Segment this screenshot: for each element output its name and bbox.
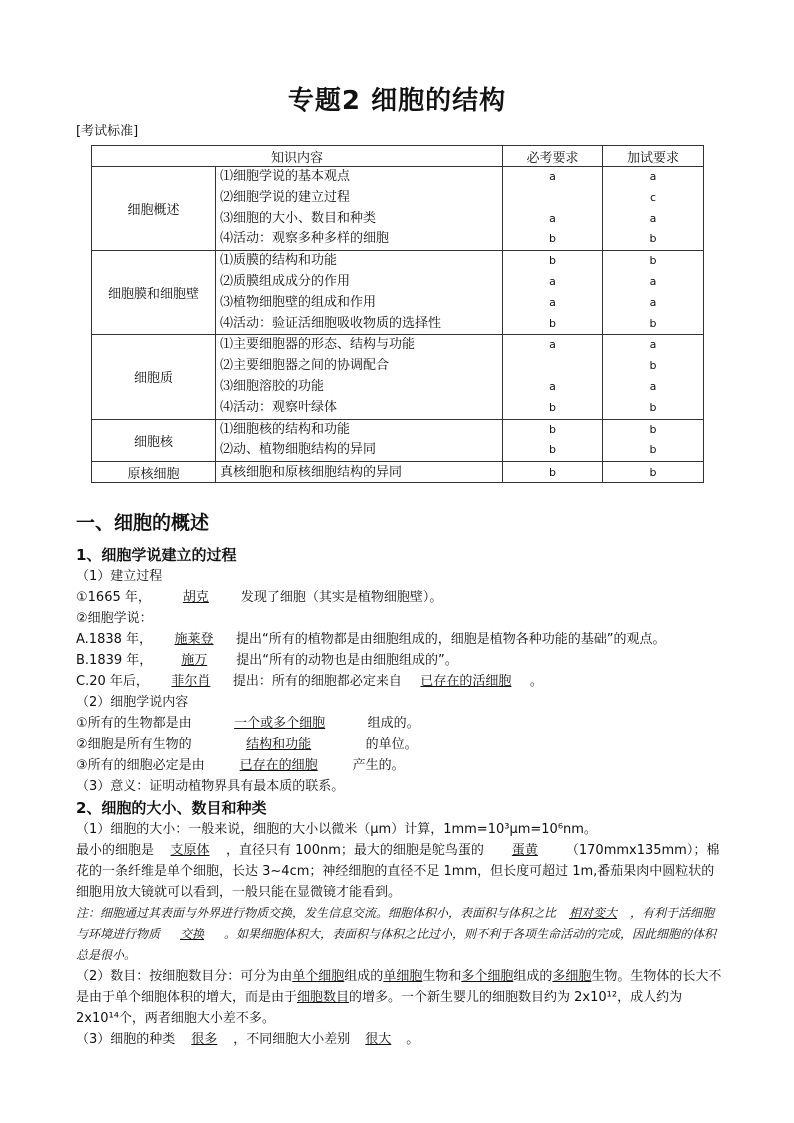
req-value: b bbox=[549, 316, 556, 330]
text: 的增多。一个新生婴儿的细胞数目约为 2x10¹²，成人约为 2x10¹⁴个，两者细胞大小差不多。 bbox=[76, 990, 683, 1026]
item-text: ⑷活动：观察叶绿体 bbox=[220, 399, 338, 415]
text: A.1838 年， bbox=[76, 632, 153, 647]
extra-value: a bbox=[649, 170, 657, 183]
content-body bbox=[76, 508, 726, 1050]
req-value bbox=[503, 356, 602, 377]
paragraph bbox=[76, 629, 726, 650]
blank-answer: 支原体 bbox=[170, 843, 210, 858]
item-text: ⑴主要细胞器的形态、结构与功能 bbox=[220, 337, 416, 353]
extra-value: b bbox=[649, 316, 657, 330]
subsection-heading: 2、细胞的大小、数目和种类 bbox=[76, 799, 267, 817]
text: ③所有的细胞必定是由 bbox=[76, 758, 205, 773]
extra-value: a bbox=[649, 295, 657, 309]
extra-value: b bbox=[649, 443, 657, 457]
req-value: a bbox=[549, 338, 556, 352]
text: 。如果细胞体积大，表面积与体积之比过小，则不利于各项生命活动的完成，因此细胞的体积总是很小。 bbox=[76, 927, 717, 962]
text: 组成的 bbox=[344, 969, 384, 984]
paragraph: （3）意义：证明动植物界具有最本质的联系。 bbox=[76, 779, 345, 794]
extra-value: b bbox=[649, 254, 657, 268]
extra-value: c bbox=[649, 190, 657, 204]
item-text: ⑶细胞溶胶的功能 bbox=[220, 378, 325, 394]
paragraph bbox=[76, 966, 726, 1029]
paragraph bbox=[76, 755, 726, 776]
paragraph: ②细胞学说： bbox=[76, 611, 153, 626]
paragraph bbox=[76, 840, 726, 903]
standard-label: [考试标准] bbox=[76, 124, 139, 139]
text: ，有利于活细胞与环境进行物质 bbox=[76, 906, 715, 941]
table-row bbox=[92, 419, 704, 462]
req-value: a bbox=[549, 379, 556, 393]
text: 最小的细胞是 bbox=[76, 843, 155, 858]
paragraph bbox=[76, 650, 726, 671]
extra-value: b bbox=[649, 422, 657, 436]
paragraph bbox=[76, 734, 726, 755]
text: 。 bbox=[406, 1032, 420, 1047]
req-value: b bbox=[549, 254, 556, 268]
blank-answer: 已存在的细胞 bbox=[239, 758, 318, 773]
paragraph bbox=[76, 1029, 726, 1050]
blank-answer: 胡克 bbox=[182, 590, 209, 605]
text: 产生的。 bbox=[352, 758, 405, 773]
blank-answer: 相对变大 bbox=[569, 906, 618, 920]
req-value: b bbox=[549, 465, 556, 479]
blank-answer: 细胞数目 bbox=[297, 990, 350, 1005]
text: ②细胞是所有生物的 bbox=[76, 737, 192, 752]
extra-value: b bbox=[649, 359, 657, 373]
topic-cell: 细胞概述 bbox=[92, 167, 216, 251]
extra-value: b bbox=[649, 465, 657, 479]
table-row bbox=[92, 335, 704, 419]
section-heading: 一、细胞的概述 bbox=[76, 512, 210, 534]
table-row bbox=[92, 462, 704, 483]
text: 的单位。 bbox=[365, 737, 418, 752]
item-text: ⑴细胞学说的基本观点 bbox=[220, 169, 351, 184]
header-extra: 加试要求 bbox=[603, 146, 704, 167]
extra-value: a bbox=[649, 274, 657, 288]
blank-answer: 施莱登 bbox=[174, 632, 214, 647]
paragraph: （1）细胞的大小：一般来说，细胞的大小以微米（μm）计算，1mm=10³μm=10⁶nm。 bbox=[76, 822, 597, 837]
blank-answer: 交换 bbox=[180, 927, 205, 941]
text: 提出：所有的细胞都必定来自 bbox=[232, 674, 402, 689]
text: ①1665 年， bbox=[76, 590, 151, 605]
paragraph bbox=[76, 713, 726, 734]
text: 注：细胞通过其表面与外界进行物质交换，发生信息交流。细胞体积小，表面积与体积之比 bbox=[76, 906, 557, 920]
extra-cell bbox=[603, 462, 704, 483]
item-text: ⑷活动：验证活细胞吸收物质的选择性 bbox=[220, 315, 442, 331]
topic-cell: 原核细胞 bbox=[92, 462, 216, 483]
text: 生物。生物体的长大不是由于单个细胞体积的增大，而是由于 bbox=[76, 969, 722, 1005]
text: B.1839 年， bbox=[76, 653, 153, 668]
req-value: b bbox=[549, 232, 556, 246]
req-cell bbox=[503, 167, 603, 251]
blank-answer: 多细胞 bbox=[552, 969, 592, 984]
extra-value: a bbox=[649, 211, 657, 225]
text: ，直径只有 100nm；最大的细胞是鸵鸟蛋的 bbox=[226, 843, 484, 858]
text: 提出“所有的植物都是由细胞组成的，细胞是植物各种功能的基础”的观点。 bbox=[236, 632, 666, 647]
req-value: b bbox=[549, 400, 556, 414]
blank-answer: 多个细胞 bbox=[461, 969, 514, 984]
topic-cell: 细胞质 bbox=[92, 335, 216, 419]
item-text: ⑴质膜的结构和功能 bbox=[220, 253, 338, 269]
text: （170mmx135mm）；棉花的一条纤维是单个细胞，长达 3~4cm；神经细胞的直径不足 1mm，但长度可超过 1m,番茄果肉中圆粒状的细胞用放大镜就可以看到，一般只能在显微镜才能看到。 bbox=[76, 843, 720, 900]
extra-cell bbox=[603, 419, 704, 462]
text: 组成的。 bbox=[367, 716, 420, 731]
paragraph bbox=[76, 671, 726, 692]
text: 发现了细胞（其实是植物细胞壁）。 bbox=[240, 590, 443, 605]
text: 提出“所有的动物也是由细胞组成的”。 bbox=[236, 653, 458, 668]
item-text: ⑵细胞学说的建立过程 bbox=[220, 189, 351, 205]
req-cell bbox=[503, 419, 603, 462]
item-text: ⑷活动：观察多种多样的细胞 bbox=[220, 231, 390, 247]
blank-answer: 蛋黄 bbox=[511, 843, 538, 858]
items-cell bbox=[216, 419, 503, 462]
items-cell bbox=[216, 251, 503, 335]
item-text: ⑴细胞核的结构和功能 bbox=[220, 421, 351, 437]
paragraph bbox=[76, 587, 726, 608]
blank-answer: 施万 bbox=[181, 653, 208, 668]
text: 。 bbox=[529, 674, 543, 689]
items-cell bbox=[216, 335, 503, 419]
req-value: b bbox=[549, 443, 556, 457]
table-row bbox=[92, 251, 704, 335]
items-cell bbox=[216, 167, 503, 251]
req-cell bbox=[503, 462, 603, 483]
req-value: a bbox=[549, 274, 556, 288]
req-value: a bbox=[549, 170, 556, 183]
blank-answer: 单个细胞 bbox=[292, 969, 345, 984]
extra-value: a bbox=[649, 338, 657, 352]
blank-answer: 很多 bbox=[191, 1032, 218, 1047]
items-cell bbox=[216, 462, 503, 483]
page-title: 专题2 细胞的结构 bbox=[287, 86, 507, 116]
req-value: b bbox=[549, 422, 556, 436]
req-value bbox=[503, 188, 602, 209]
item-text: ⑵主要细胞器之间的协调配合 bbox=[220, 358, 390, 374]
text: ，不同细胞大小差别 bbox=[233, 1032, 351, 1047]
topic-cell: 细胞膜和细胞壁 bbox=[92, 251, 216, 335]
item-text: ⑶植物细胞壁的组成和作用 bbox=[220, 294, 377, 310]
item-text: 真核细胞和原核细胞结构的异同 bbox=[220, 464, 403, 480]
blank-answer: 结构和功能 bbox=[246, 737, 312, 752]
paragraph: （2）细胞学说内容 bbox=[76, 695, 189, 710]
table-row bbox=[92, 167, 704, 251]
extra-cell bbox=[603, 251, 704, 335]
extra-value: b bbox=[649, 232, 657, 246]
text: （3）细胞的种类 bbox=[76, 1032, 176, 1047]
extra-value: b bbox=[649, 400, 657, 414]
header-knowledge: 知识内容 bbox=[92, 146, 503, 167]
subsection-heading: 1、细胞学说建立的过程 bbox=[76, 546, 237, 564]
paragraph: （1）建立过程 bbox=[76, 569, 163, 584]
text: ①所有的生物都是由 bbox=[76, 716, 192, 731]
extra-cell bbox=[603, 335, 704, 419]
blank-answer: 单细胞 bbox=[383, 969, 423, 984]
blank-answer: 一个或多个细胞 bbox=[234, 716, 326, 731]
req-cell bbox=[503, 335, 603, 419]
text: 组成的 bbox=[513, 969, 553, 984]
text: 生物和 bbox=[422, 969, 462, 984]
blank-answer: 菲尔肖 bbox=[171, 674, 211, 689]
blank-answer: 很大 bbox=[365, 1032, 392, 1047]
topic-cell: 细胞核 bbox=[92, 419, 216, 462]
extra-value: a bbox=[649, 379, 657, 393]
note-paragraph bbox=[76, 903, 726, 966]
text: C.20 年后， bbox=[76, 674, 149, 689]
extra-cell bbox=[603, 167, 704, 251]
req-cell bbox=[503, 251, 603, 335]
item-text: ⑵动、植物细胞结构的异同 bbox=[220, 442, 377, 458]
header-required: 必考要求 bbox=[503, 146, 603, 167]
req-value: a bbox=[549, 211, 556, 225]
text: （2）数目：按细胞数目分：可分为由 bbox=[76, 969, 293, 984]
req-value: a bbox=[549, 295, 556, 309]
blank-answer: 已存在的活细胞 bbox=[420, 674, 512, 689]
exam-standard-table bbox=[91, 145, 704, 483]
item-text: ⑶细胞的大小、数目和种类 bbox=[220, 210, 377, 226]
item-text: ⑵质膜组成成分的作用 bbox=[220, 273, 351, 289]
